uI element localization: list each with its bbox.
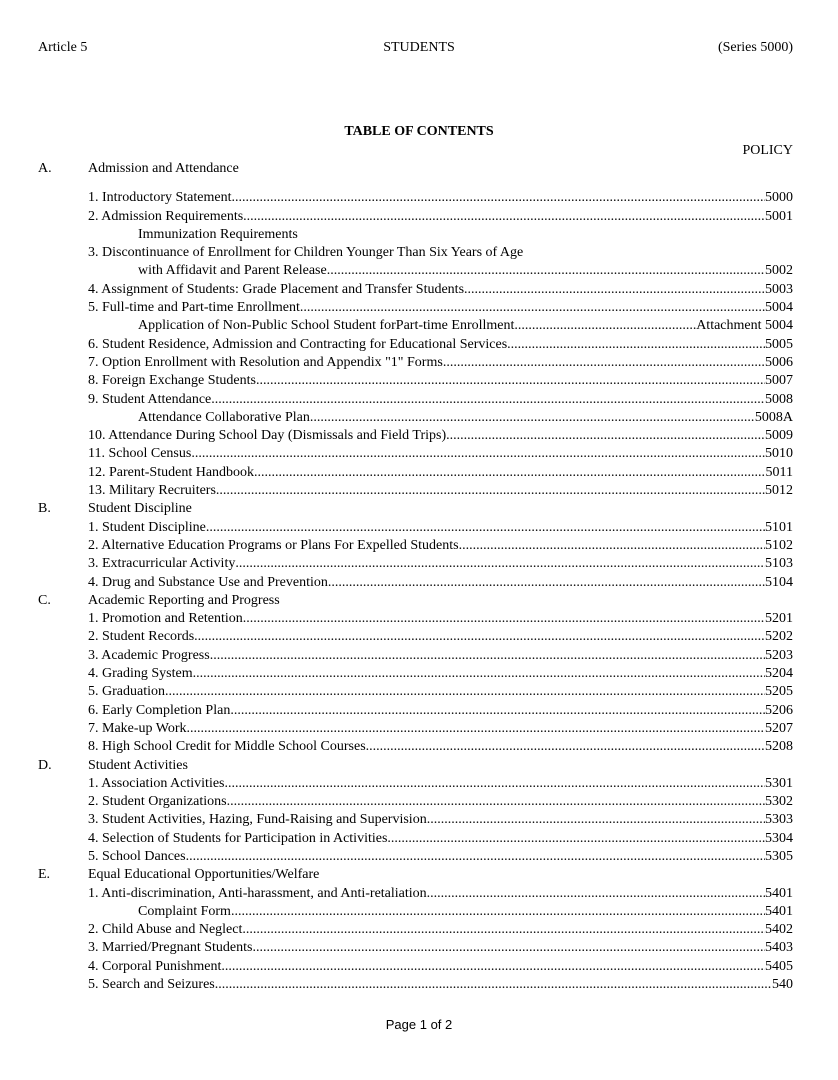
toc-entry-title: 5. Full-time and Part-time Enrollment <box>88 300 300 316</box>
dot-leader <box>427 811 765 829</box>
toc-entry <box>88 189 793 207</box>
toc-entry-policy-number: 5206 <box>765 702 793 718</box>
toc-entry-title: 8. High School Credit for Middle School Courses <box>88 739 366 755</box>
dot-leader <box>187 720 765 738</box>
toc-entry-policy-number: 5102 <box>765 537 793 553</box>
toc-entry-title: 5. Search and Seizures <box>88 977 215 993</box>
toc-entry-policy-number: 540 <box>772 977 793 993</box>
dot-leader <box>193 665 765 683</box>
toc-entry <box>88 830 793 848</box>
toc-entry <box>88 464 793 482</box>
dot-leader <box>243 610 765 628</box>
section-title: Academic Reporting and Progress <box>88 592 280 608</box>
header-left: Article 5 <box>38 40 88 55</box>
dot-leader <box>507 336 765 354</box>
toc-entry <box>88 555 793 573</box>
toc-entry-title: 2. Student Records <box>88 629 195 645</box>
toc-entry-policy-number: 5401 <box>765 903 793 919</box>
toc-entry-title: 4. Grading System <box>88 666 193 682</box>
toc-entry-policy-number: 5006 <box>765 354 793 370</box>
dot-leader <box>427 885 765 903</box>
toc-entry <box>88 683 793 701</box>
toc-entry-policy-number: 5000 <box>765 190 793 206</box>
toc-entry-title: Complaint Form <box>138 903 231 919</box>
toc-entry <box>88 848 793 866</box>
dot-leader <box>215 976 772 994</box>
toc-entry <box>88 445 793 463</box>
dot-leader <box>221 958 765 976</box>
toc-entry-title: 3. Student Activities, Hazing, Fund-Raising and Supervision <box>88 812 427 828</box>
dot-leader <box>443 354 765 372</box>
toc-entry-title: 1. Association Activities <box>88 775 225 791</box>
toc-entry-title: 2. Alternative Education Programs or Plans For Expelled Students <box>88 537 459 553</box>
toc-entry-policy-number: 5405 <box>765 958 793 974</box>
toc-entry <box>88 647 793 665</box>
toc-entry <box>88 665 793 683</box>
toc-entry-title: 3. Academic Progress <box>88 647 210 663</box>
section-letter: A. <box>38 161 52 176</box>
dot-leader <box>300 299 765 317</box>
toc-entry <box>88 738 793 756</box>
toc-entry-title: 3. Extracurricular Activity <box>88 556 236 572</box>
toc-entry-title: Application of Non-Public School Student forPart-time Enrollment <box>138 318 515 334</box>
toc-entry-policy-number: 5303 <box>765 812 793 828</box>
toc-entry-policy-number: 5207 <box>765 720 793 736</box>
section-heading <box>38 500 793 518</box>
table-of-contents <box>38 160 793 994</box>
dot-leader <box>231 189 765 207</box>
toc-entry <box>88 702 793 720</box>
dot-leader <box>242 921 765 939</box>
toc-entry <box>88 226 793 244</box>
toc-entry <box>88 885 793 903</box>
toc-entry-title: 7. Option Enrollment with Resolution and Appendix "1" Forms <box>88 354 443 370</box>
dot-leader <box>216 482 765 500</box>
dot-leader <box>459 537 765 555</box>
dot-leader <box>186 848 765 866</box>
dot-leader <box>514 317 696 335</box>
toc-entry-title: 12. Parent-Student Handbook <box>88 464 255 480</box>
toc-entry <box>88 775 793 793</box>
toc-entry <box>88 281 793 299</box>
dot-leader <box>165 683 765 701</box>
toc-entry-title: 4. Drug and Substance Use and Prevention <box>88 574 328 590</box>
dot-leader <box>252 939 765 957</box>
toc-entry-policy-number: 5001 <box>765 208 793 224</box>
toc-entry-title: 10. Attendance During School Day (Dismissals and Field Trips) <box>88 428 447 444</box>
toc-entry <box>88 811 793 829</box>
toc-entry-policy-number: 5203 <box>765 647 793 663</box>
toc-entry <box>88 958 793 976</box>
header-right: (Series 5000) <box>717 40 793 55</box>
toc-entry-policy-number: 5103 <box>765 556 793 572</box>
toc-entry-title: 3. Discontinuance of Enrollment for Children Younger Than Six Years of Age <box>88 245 524 261</box>
toc-entry <box>88 208 793 226</box>
toc-entry-title: 13. Military Recruiters <box>88 483 216 499</box>
toc-entry-title: 11. School Census <box>88 446 192 462</box>
toc-entry <box>88 317 793 335</box>
dot-leader <box>243 208 765 226</box>
toc-entry <box>88 336 793 354</box>
toc-entry <box>88 628 793 646</box>
toc-entry <box>88 574 793 592</box>
dot-leader <box>310 409 755 427</box>
toc-entry-title: Immunization Requirements <box>138 226 298 242</box>
toc-entry-policy-number: 5012 <box>765 483 793 499</box>
toc-entry-policy-number: 5005 <box>765 336 793 352</box>
dot-leader <box>227 793 765 811</box>
toc-entry-title: 8. Foreign Exchange Students <box>88 373 256 389</box>
toc-entry <box>88 903 793 921</box>
toc-entry <box>88 262 793 280</box>
toc-entry-title: 4. Selection of Students for Participation in Activities <box>88 830 388 846</box>
toc-entry-policy-number: 5202 <box>765 629 793 645</box>
toc-entry-title: 1. Anti-discrimination, Anti-harassment, and Anti-retaliation <box>88 885 427 901</box>
toc-entry-policy-number: 5204 <box>765 666 793 682</box>
dot-leader <box>254 464 765 482</box>
toc-entry-policy-number: Attachment 5004 <box>696 318 793 334</box>
section-heading <box>38 592 793 610</box>
toc-entry-title: 1. Student Discipline <box>88 519 206 535</box>
dot-leader <box>235 555 765 573</box>
section-heading <box>38 866 793 884</box>
section-heading <box>38 160 793 178</box>
toc-entry <box>88 299 793 317</box>
section-title: Equal Educational Opportunities/Welfare <box>88 867 320 883</box>
toc-entry <box>88 391 793 409</box>
toc-entry-title: Attendance Collaborative Plan <box>138 409 310 425</box>
dot-leader <box>464 281 765 299</box>
dot-leader <box>327 262 765 280</box>
toc-entry-policy-number: 5205 <box>765 684 793 700</box>
toc-entry-title: 6. Student Residence, Admission and Contracting for Educational Services <box>88 336 508 352</box>
dot-leader <box>366 738 765 756</box>
dot-leader <box>225 775 766 793</box>
toc-entry <box>88 354 793 372</box>
toc-entry-policy-number: 5008A <box>754 409 793 425</box>
toc-entry <box>88 720 793 738</box>
toc-entry-policy-number: 5004 <box>765 300 793 316</box>
dot-leader <box>211 391 765 409</box>
section-letter: B. <box>38 501 51 517</box>
toc-entry-title: 2. Student Organizations <box>88 794 227 810</box>
toc-entry-title: 2. Admission Requirements <box>88 208 244 224</box>
toc-entry <box>88 372 793 390</box>
toc-entry <box>88 244 793 262</box>
toc-entry-policy-number: 5104 <box>765 574 793 590</box>
toc-entry <box>88 610 793 628</box>
toc-entry <box>88 427 793 445</box>
toc-entry <box>88 482 793 500</box>
toc-entry-policy-number: 5401 <box>765 885 793 901</box>
toc-entry-policy-number: 5002 <box>765 263 793 279</box>
toc-entry <box>88 976 793 994</box>
section-title: Student Discipline <box>88 501 192 517</box>
toc-entry-policy-number: 5003 <box>765 281 793 297</box>
dot-leader <box>328 574 765 592</box>
section-letter: C. <box>38 592 51 608</box>
toc-entry <box>88 519 793 537</box>
toc-entry-policy-number: 5007 <box>765 373 793 389</box>
dot-leader <box>387 830 765 848</box>
section-title: Admission and Attendance <box>88 161 239 176</box>
toc-entry-policy-number: 5302 <box>765 794 793 810</box>
toc-entry-title: 2. Child Abuse and Neglect <box>88 922 243 938</box>
toc-entry-title: 9. Student Attendance <box>88 391 212 407</box>
toc-entry-policy-number: 5011 <box>765 464 793 480</box>
toc-entry <box>88 921 793 939</box>
toc-entry-policy-number: 5304 <box>765 830 793 846</box>
toc-entry <box>88 939 793 957</box>
toc-entry-policy-number: 5010 <box>765 446 793 462</box>
toc-entry-policy-number: 5301 <box>765 775 793 791</box>
toc-entry <box>88 409 793 427</box>
dot-leader <box>191 445 765 463</box>
toc-entry-policy-number: 5403 <box>765 940 793 956</box>
toc-entry-policy-number: 5009 <box>765 428 793 444</box>
section-letter: E. <box>38 867 51 883</box>
toc-entry-title: 3. Married/Pregnant Students <box>88 940 253 956</box>
header-center: STUDENTS <box>383 40 455 55</box>
page-footer: Page 1 of 2 <box>385 1017 453 1032</box>
dot-leader <box>230 702 765 720</box>
toc-entry-policy-number: 5208 <box>765 739 793 755</box>
dot-leader <box>210 647 765 665</box>
toc-entry-title: 1. Introductory Statement <box>88 190 232 206</box>
toc-entry-title: 1. Promotion and Retention <box>88 611 243 627</box>
section-heading <box>38 757 793 775</box>
dot-leader <box>256 372 765 390</box>
toc-entry-policy-number: 5008 <box>765 391 793 407</box>
policy-column-label: POLICY <box>742 143 793 158</box>
toc-entry-policy-number: 5101 <box>765 519 793 535</box>
toc-entry <box>88 537 793 555</box>
toc-entry <box>88 793 793 811</box>
dot-leader <box>206 519 765 537</box>
toc-entry-title: 4. Corporal Punishment <box>88 958 222 974</box>
toc-title: TABLE OF CONTENTS <box>344 124 494 139</box>
section-letter: D. <box>38 757 52 773</box>
toc-entry-policy-number: 5201 <box>765 611 793 627</box>
toc-entry-title: 5. School Dances <box>88 848 186 864</box>
dot-leader <box>446 427 765 445</box>
section-title: Student Activities <box>88 757 188 773</box>
toc-entry-title: with Affidavit and Parent Release <box>138 263 327 279</box>
dot-leader <box>231 903 765 921</box>
toc-entry-title: 4. Assignment of Students: Grade Placement and Transfer Students <box>88 281 465 297</box>
toc-entry-policy-number: 5402 <box>765 922 793 938</box>
toc-entry-policy-number: 5305 <box>765 848 793 864</box>
toc-entry-title: 6. Early Completion Plan <box>88 702 231 718</box>
dot-leader <box>194 628 765 646</box>
toc-entry-title: 5. Graduation <box>88 684 165 700</box>
toc-entry-title: 7. Make-up Work <box>88 720 187 736</box>
